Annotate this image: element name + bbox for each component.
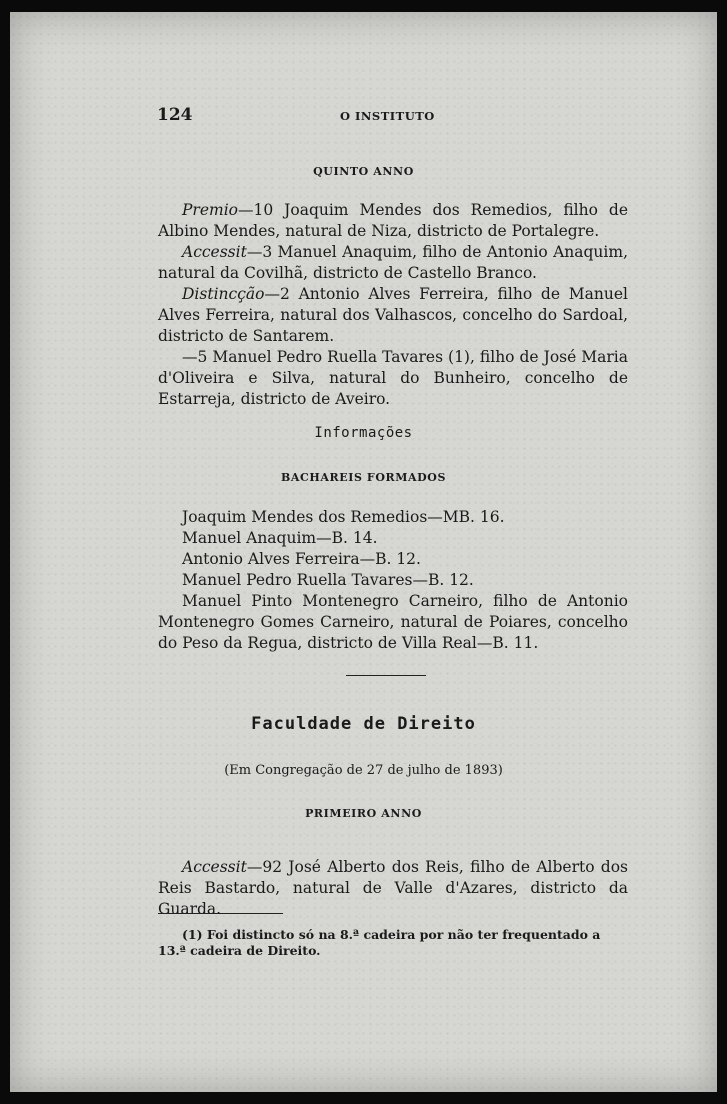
informacoes-heading: Informações bbox=[314, 425, 413, 441]
premio-text: —10 Joaquim Mendes dos Remedios, filho de Albino Mendes, natural de Niza, districto de Portalegre. bbox=[158, 201, 628, 240]
section-heading-primeiro-anno: PRIMEIRO ANNO bbox=[305, 807, 422, 820]
accessit-text: —3 Manuel Anaquim, filho de Antonio Anaquim, natural da Covilhã, districto de Castello Branco. bbox=[158, 243, 628, 282]
faculdade-title: Faculdade de Direito bbox=[251, 714, 476, 734]
document-page bbox=[10, 12, 717, 1092]
faculdade-accessit-text: —92 José Alberto dos Reis, filho de Alberto dos Reis Bastardo, natural de Valle d'Azares, districto da Guarda. bbox=[158, 858, 628, 918]
page-number: 124 bbox=[157, 105, 193, 125]
running-title: O INSTITUTO bbox=[340, 109, 435, 123]
paragraph-premio bbox=[158, 200, 628, 242]
accessit-label: Accessit bbox=[182, 243, 247, 261]
section-heading-bachareis: BACHAREIS FORMADOS bbox=[280, 471, 447, 484]
list-item: Manuel Anaquim—B. 14. bbox=[182, 529, 378, 547]
paragraph-distinccao-2 bbox=[158, 347, 628, 410]
footnote-rule bbox=[158, 913, 283, 914]
footnote: (1) Foi distincto só na 8.ª cadeira por não ter frequentado a 13.ª cadeira de Direito. bbox=[158, 927, 601, 958]
section-heading-quinto-anno: QUINTO ANNO bbox=[313, 165, 414, 178]
distinccao-label: Distincção bbox=[182, 285, 265, 303]
list-item: Antonio Alves Ferreira—B. 12. bbox=[182, 550, 421, 568]
list-item: Joaquim Mendes dos Remedios—MB. 16. bbox=[182, 508, 505, 526]
distinccao-2-text: —5 Manuel Pedro Ruella Tavares (1), filho de José Maria d'Oliveira e Silva, natural do Bunheiro, concelho de Estarreja, districto de Aveiro. bbox=[158, 348, 628, 408]
section-divider bbox=[346, 675, 426, 676]
session-subtitle: (Em Congregação de 27 de julho de 1893) bbox=[224, 763, 503, 778]
bachareis-list bbox=[158, 507, 628, 654]
faculdade-accessit-label: Accessit bbox=[182, 858, 247, 876]
paragraph-faculdade-accessit bbox=[158, 857, 628, 920]
paragraph-distinccao bbox=[158, 284, 628, 347]
paragraph-accessit bbox=[158, 242, 628, 284]
distinccao-text: —2 Antonio Alves Ferreira, filho de Manuel Alves Ferreira, natural dos Valhascos, concelho do Sardoal, districto de Santarem. bbox=[158, 285, 628, 345]
list-item: Manuel Pinto Montenegro Carneiro, filho de Antonio Montenegro Gomes Carneiro, natural de Poiares, concelho do Peso da Regua, districto de Villa Real—B. 11. bbox=[158, 592, 628, 652]
list-item: Manuel Pedro Ruella Tavares—B. 12. bbox=[182, 571, 474, 589]
premio-label: Premio bbox=[182, 201, 238, 219]
